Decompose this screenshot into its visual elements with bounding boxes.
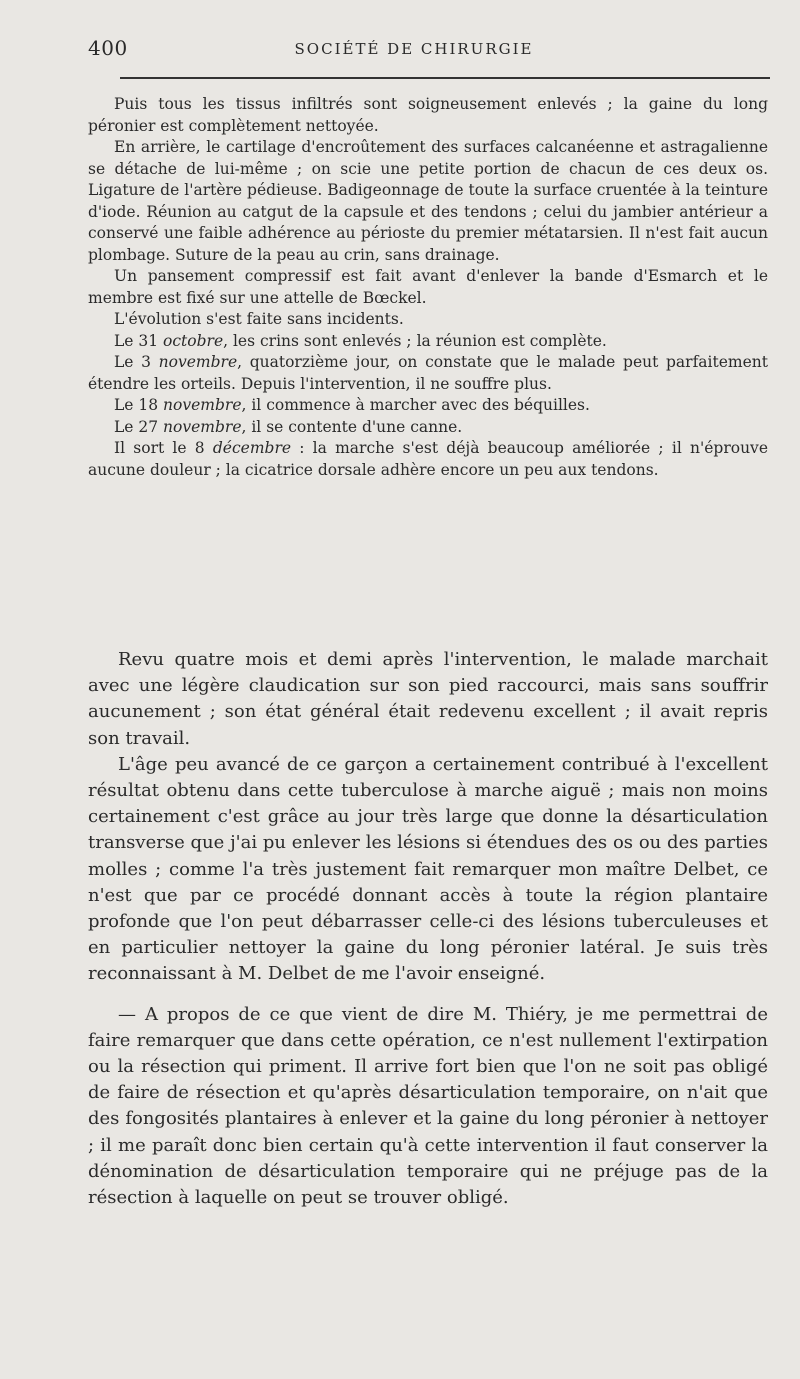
- case-report-section: [88, 94, 768, 481]
- paragraph: Revu quatre mois et demi après l'intervention, le malade marchait avec une légère claudication sur son pied raccourci, mais sans souffrir aucunement ; son état général était redevenu excellent ; il avait repris son travail.: [88, 649, 768, 749]
- paragraph: Le 3 novembre, quatorzième jour, on constate que le malade peut parfaitement étendre les orteils. Depuis l'intervention, il ne souffre plus.: [88, 353, 768, 393]
- paragraph: En arrière, le cartilage d'encroûtement des surfaces calcanéenne et astragalienne se détache de lui-même ; on scie une petite portion de chacun de ces deux os. Ligature de l'artère pédieuse. Badigeonnage de toute la surface cruentée à la teinture d'iode. Réunion au catgut de la capsule et des tendons ; celui du jambier antérieur a conservé une faible adhérence au périoste du premier métatarsien. Il n'est fait aucun plombage. Suture de la peau au crin, sans drainage.: [88, 138, 768, 264]
- header-rule: [120, 77, 770, 79]
- paragraph: — A propos de ce que vient de dire M. Thiéry, je me permettrai de faire remarquer que dans cette opération, ce n'est nullement l'extirpation ou la résection qui priment. Il arrive fort bien que l'on ne soit pas obligé de faire de résection et qu'après désarticulation temporaire, on n'ait que des fongosités plantaires à enlever et la gaine du long péronier à nettoyer ; il me paraît donc bien certain qu'à cette intervention il faut conserver la dénomination de désarticulation temporaire qui ne préjuge pas de la résection à laquelle on peut se trouver obligé.: [88, 1003, 768, 1209]
- paragraph: Le 31 octobre, les crins sont enlevés ; la réunion est complète.: [114, 331, 607, 350]
- paragraph: Un pansement compressif est fait avant d'enlever la bande d'Esmarch et le membre est fixé sur une attelle de Bœckel.: [88, 267, 768, 307]
- page-header: [88, 36, 740, 66]
- paragraph: Le 27 novembre, il se contente d'une canne.: [114, 417, 463, 436]
- paragraph: Le 18 novembre, il commence à marcher avec des béquilles.: [114, 396, 590, 414]
- running-title: SOCIÉTÉ DE CHIRURGIE: [294, 40, 534, 58]
- paragraph: Puis tous les tissus infiltrés sont soigneusement enlevés ; la gaine du long péronier est complètement nettoyée.: [88, 95, 768, 135]
- discussion-section: [88, 647, 768, 1211]
- paragraph: L'évolution s'est faite sans incidents.: [114, 310, 404, 328]
- page-number: 400: [88, 36, 128, 60]
- paragraph: L'âge peu avancé de ce garçon a certainement contribué à l'excellent résultat obtenu dans cette tuberculose à marche aiguë ; mais non moins certainement c'est grâce au jour très large que donne la désarticulation transverse que j'ai pu enlever les lésions si étendues des os ou des parties molles ; comme l'a très justement fait remarquer mon maître Delbet, ce n'est que par ce procédé donnant accès à toute la région plantaire profonde que l'on peut débarrasser celle-ci des lésions tuberculeuses et en particulier nettoyer la gaine du long péronier latéral. Je suis très reconnaissant à M. Delbet de me l'avoir enseigné.: [88, 753, 768, 985]
- paragraph: Il sort le 8 décembre : la marche s'est déjà beaucoup améliorée ; il n'éprouve aucune douleur ; la cicatrice dorsale adhère encore un peu aux tendons.: [88, 439, 768, 479]
